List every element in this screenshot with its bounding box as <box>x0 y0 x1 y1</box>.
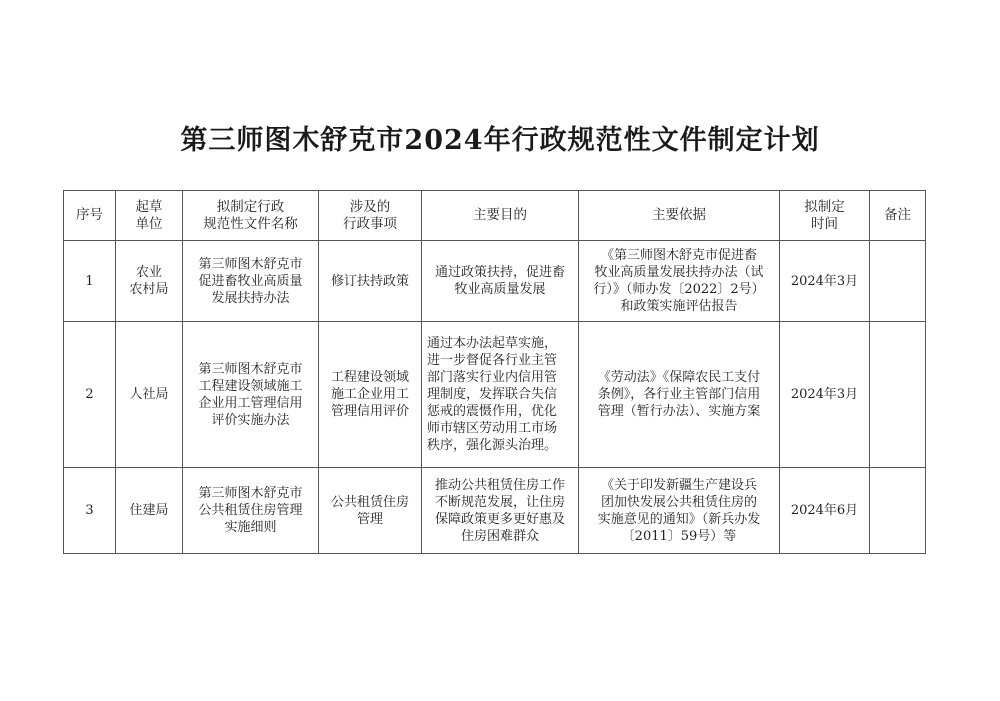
header-name: 拟制定行政 规范性文件名称 <box>183 191 319 241</box>
cell-matter: 工程建设领域 施工企业用工 管理信用评价 <box>319 322 422 468</box>
cell-seq: 1 <box>64 241 116 322</box>
document-title: 第三师图木舒克市2024年行政规范性文件制定计划 <box>180 125 820 156</box>
cell-purpose: 通过本办法起草实施， 进一步督促各行业主管 部门落实行业内信用管 理制度，发挥联合失信 惩戒的震慑作用，优化 师市辖区劳动用工市场 秩序，强化源头治理。 <box>422 322 579 468</box>
cell-note <box>870 322 926 468</box>
cell-purpose: 通过政策扶持，促进畜 牧业高质量发展 <box>422 241 579 322</box>
cell-basis: 《关于印发新疆生产建设兵 团加快发展公共租赁住房的 实施意见的通知》（新兵办发 〔2011〕59号）等 <box>579 468 780 554</box>
cell-basis: 《劳动法》《保障农民工支付 条例》，各行业主管部门信用 管理（暂行办法）、实施方案 <box>579 322 780 468</box>
table-row <box>64 322 926 468</box>
cell-name: 第三师图木舒克市 工程建设领域施工 企业用工管理信用 评价实施办法 <box>183 322 319 468</box>
header-basis: 主要依据 <box>579 191 780 241</box>
cell-unit: 住建局 <box>116 468 183 554</box>
header-time: 拟制定 时间 <box>780 191 870 241</box>
cell-time: 2024年3月 <box>780 322 870 468</box>
table-row <box>64 468 926 554</box>
table-row <box>64 241 926 322</box>
header-row <box>64 191 926 241</box>
cell-name: 第三师图木舒克市 促进畜牧业高质量 发展扶持办法 <box>183 241 319 322</box>
cell-basis: 《第三师图木舒克市促进畜 牧业高质量发展扶持办法（试 行）》（师办发〔2022〕2号） 和政策实施评估报告 <box>579 241 780 322</box>
cell-note <box>870 241 926 322</box>
cell-purpose: 推动公共租赁住房工作 不断规范发展，让住房 保障政策更多更好惠及 住房困难群众 <box>422 468 579 554</box>
cell-matter: 公共租赁住房 管理 <box>319 468 422 554</box>
cell-unit: 农业 农村局 <box>116 241 183 322</box>
header-seq: 序号 <box>64 191 116 241</box>
cell-time: 2024年3月 <box>780 241 870 322</box>
header-unit: 起草 单位 <box>116 191 183 241</box>
cell-unit: 人社局 <box>116 322 183 468</box>
header-matter: 涉及的 行政事项 <box>319 191 422 241</box>
cell-name: 第三师图木舒克市 公共租赁住房管理 实施细则 <box>183 468 319 554</box>
header-note: 备注 <box>870 191 926 241</box>
cell-seq: 3 <box>64 468 116 554</box>
cell-time: 2024年6月 <box>780 468 870 554</box>
header-purpose: 主要目的 <box>422 191 579 241</box>
cell-note <box>870 468 926 554</box>
cell-matter: 修订扶持政策 <box>319 241 422 322</box>
plan-table <box>63 190 926 554</box>
cell-seq: 2 <box>64 322 116 468</box>
